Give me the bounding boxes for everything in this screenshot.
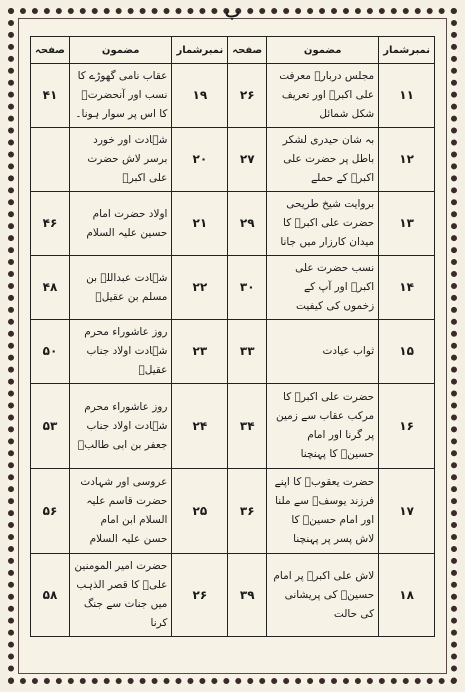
row-page: ۴۶ (31, 192, 70, 256)
table-row (31, 384, 435, 469)
row-number: ۱۲ (379, 128, 435, 192)
row-page: ۵۶ (31, 469, 70, 554)
row-page: ۳۰ (228, 256, 267, 320)
row-number: ۱۹ (172, 64, 228, 128)
row-number: ۲۶ (172, 554, 228, 637)
row-subject: شہادت اور خورد برسر لاش حضرت علی اکبرؑ (69, 128, 171, 192)
row-page: ۵۸ (31, 554, 70, 637)
row-number: ۱۸ (379, 554, 435, 637)
row-subject: حضرت علی اکبرؑ کا مرکب عقاب سے زمین پر گرنا اور امام حسینؑ کا پہنچنا (267, 384, 379, 469)
row-subject: عقاب نامی گھوڑے کا نسب اور آنحضرتؐ کا اس پر سوار ہونا۔ (69, 64, 171, 128)
row-number: ۲۲ (172, 256, 228, 320)
row-page: ۵۰ (31, 320, 70, 384)
header-subject-right: مضمون (267, 37, 379, 64)
header-number-left: نمبرشمار (172, 37, 228, 64)
row-page: ۴۱ (31, 64, 70, 128)
contents-table (30, 36, 435, 637)
row-number: ۱۵ (379, 320, 435, 384)
row-number: ۱۷ (379, 469, 435, 554)
header-number-right: نمبرشمار (379, 37, 435, 64)
row-page: ۵۳ (31, 384, 70, 469)
table-row (31, 469, 435, 554)
header-row (31, 37, 435, 64)
table-row (31, 128, 435, 192)
header-subject-left: مضمون (69, 37, 171, 64)
row-subject: بہ شان حیدری لشکر باطل پر حضرت علی اکبرؑ کے حملے (267, 128, 379, 192)
row-page: ۲۹ (228, 192, 267, 256)
row-subject: حضرت یعقوبؑ کا اپنے فرزند یوسفؑ سے ملنا اور امام حسینؑ کا لاش پسر پر پہنچنا (267, 469, 379, 554)
row-page: ۲۷ (228, 128, 267, 192)
row-subject: شہادت عبداللہ بن مسلم بن عقیلؑ (69, 256, 171, 320)
row-number: ۱۴ (379, 256, 435, 320)
row-subject: حضرت امیر المومنین علیؑ کا قصر الذہب میں جنات سے جنگ کرنا (69, 554, 171, 637)
row-page: ۳۴ (228, 384, 267, 469)
row-subject: نسب حضرت علی اکبرؑ اور آپ کے زخموں کی کیفیت (267, 256, 379, 320)
page-letter: ب (224, 2, 241, 21)
table-row (31, 192, 435, 256)
row-subject: روز عاشوراء محرم شہادت اولاد جناب جعفر بن ابی طالبؑ (69, 384, 171, 469)
row-number: ۱۳ (379, 192, 435, 256)
table-row (31, 554, 435, 637)
row-subject: روز عاشوراء محرم شہادت اولاد جناب عقیلؑ (69, 320, 171, 384)
table-row (31, 320, 435, 384)
row-page: ۲۶ (228, 64, 267, 128)
table-row (31, 64, 435, 128)
row-subject: مجلس دربارۂ معرفت علی اکبرؑ اور تعریف شکل شمائل (267, 64, 379, 128)
row-page: ۳۳ (228, 320, 267, 384)
row-subject: لاش علی اکبرؑ پر امام حسینؑ کی پریشانی کی حالت (267, 554, 379, 637)
header-page-right: صفحہ (228, 37, 267, 64)
row-number: ۲۳ (172, 320, 228, 384)
row-page: ۳۶ (228, 469, 267, 554)
row-page (31, 128, 70, 192)
row-subject: بروایت شیخ طریحی حضرت علی اکبرؑ کا میدان کارزار میں جانا (267, 192, 379, 256)
row-page: ۴۸ (31, 256, 70, 320)
row-subject: ثواب عیادت (267, 320, 379, 384)
row-number: ۱۶ (379, 384, 435, 469)
row-page: ۳۹ (228, 554, 267, 637)
row-subject: اولاد حضرت امام حسین علیہ السلام (69, 192, 171, 256)
header-page-left: صفحہ (31, 37, 70, 64)
row-number: ۲۴ (172, 384, 228, 469)
row-number: ۱۱ (379, 64, 435, 128)
row-subject: عروسی اور شہادت حضرت قاسم علیہ السلام ابن امام حسن علیہ السلام (69, 469, 171, 554)
row-number: ۲۰ (172, 128, 228, 192)
row-number: ۲۱ (172, 192, 228, 256)
table-row (31, 256, 435, 320)
row-number: ۲۵ (172, 469, 228, 554)
